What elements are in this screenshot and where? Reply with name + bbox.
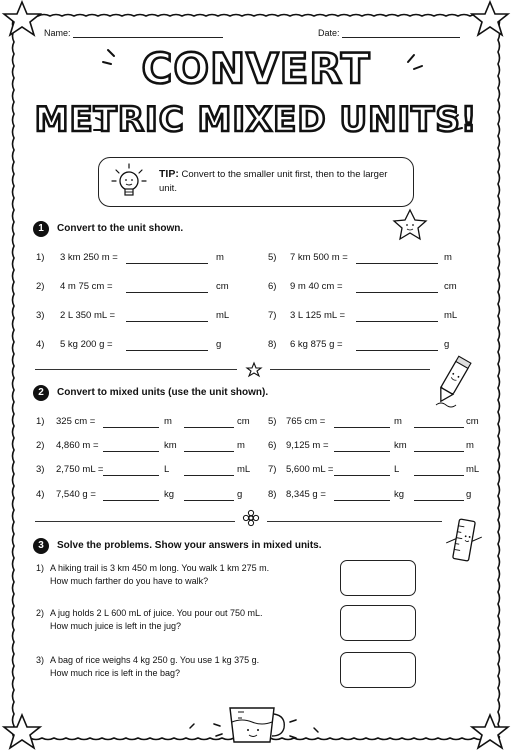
answer-blank-small-unit[interactable] — [414, 418, 464, 428]
pencil-mascot-icon — [435, 356, 471, 405]
answer-blank[interactable] — [126, 312, 208, 322]
question-number: 8) — [268, 339, 277, 350]
divider-line — [270, 369, 430, 370]
measuring-cup-mascot-icon — [214, 708, 296, 742]
unit-label: g — [444, 339, 450, 350]
star-mascot-icon — [394, 210, 426, 239]
unit-label: g — [237, 489, 243, 500]
problem-line — [36, 667, 326, 680]
answer-blank-small-unit[interactable] — [184, 418, 234, 428]
unit-label: mL — [216, 310, 230, 321]
unit-label: L — [394, 464, 400, 475]
divider-line — [35, 369, 237, 370]
unit-label: m — [216, 252, 224, 263]
answer-box[interactable] — [340, 560, 416, 596]
tip-label: TIP: — [159, 168, 179, 180]
question-number: 6) — [268, 440, 277, 451]
problem-number: 3) — [36, 655, 45, 665]
unit-label: cm — [216, 281, 229, 292]
unit-label: kg — [164, 489, 175, 500]
lightbulb-icon — [109, 162, 149, 202]
divider-flower-icon — [243, 510, 258, 525]
answer-blank-large-unit[interactable] — [103, 442, 159, 452]
unit-label: km — [164, 440, 177, 451]
problem-line — [36, 654, 326, 667]
question-number: 5) — [268, 252, 277, 263]
name-label: Name: — [44, 28, 71, 38]
date-field[interactable] — [318, 28, 460, 38]
divider-line — [267, 521, 442, 522]
unit-label: kg — [394, 489, 405, 500]
problem-question: How much rice is left in the bag? — [50, 668, 181, 678]
tip-text — [159, 167, 404, 196]
divider-star-icon — [247, 363, 261, 376]
ruler-mascot-icon — [444, 517, 484, 562]
answer-blank-small-unit[interactable] — [184, 491, 234, 501]
problem-line — [36, 607, 326, 620]
question-text: 4 m 75 cm = — [60, 281, 113, 292]
question-number: 8) — [268, 489, 277, 500]
problem-line — [36, 562, 326, 575]
unit-label: g — [216, 339, 222, 350]
unit-label: m — [164, 416, 172, 427]
question-text: 765 cm = — [286, 416, 326, 427]
question-number: 1) — [36, 252, 45, 263]
question-number: 2) — [36, 281, 45, 292]
unit-label: mL — [237, 464, 251, 475]
answer-blank-large-unit[interactable] — [334, 418, 390, 428]
answer-blank[interactable] — [356, 254, 438, 264]
unit-label: g — [466, 489, 472, 500]
problem-text: A bag of rice weighs 4 kg 250 g. You use 1 kg 375 g. — [50, 655, 260, 665]
problem-number: 2) — [36, 608, 45, 618]
question-text: 2,750 mL = — [56, 464, 104, 475]
answer-blank[interactable] — [126, 254, 208, 264]
problem-number: 1) — [36, 563, 45, 573]
section-1-title: Convert to the unit shown. — [57, 223, 184, 234]
question-number: 4) — [36, 339, 45, 350]
question-text: 6 kg 875 g = — [290, 339, 343, 350]
question-number: 3) — [36, 310, 45, 321]
question-text: 7,540 g = — [56, 489, 96, 500]
word-problem — [36, 607, 326, 633]
unit-label: m — [394, 416, 402, 427]
question-text: 2 L 350 mL = — [60, 310, 116, 321]
answer-blank-small-unit[interactable] — [414, 466, 464, 476]
problem-text: A hiking trail is 3 km 450 m long. You walk 1 km 275 m. — [50, 563, 270, 573]
problem-line — [36, 620, 326, 633]
problem-line — [36, 575, 326, 588]
name-line[interactable] — [73, 28, 223, 38]
answer-blank[interactable] — [356, 283, 438, 293]
question-number: 7) — [268, 464, 277, 475]
answer-blank[interactable] — [356, 312, 438, 322]
date-label: Date: — [318, 28, 340, 38]
answer-blank-large-unit[interactable] — [334, 466, 390, 476]
unit-label: km — [394, 440, 407, 451]
answer-box[interactable] — [340, 605, 416, 641]
section-1-number: 1 — [33, 221, 49, 237]
question-number: 5) — [268, 416, 277, 427]
section-3-title: Solve the problems. Show your answers in mixed units. — [57, 540, 322, 551]
problem-question: How much juice is left in the jug? — [50, 621, 182, 631]
answer-blank-large-unit[interactable] — [334, 491, 390, 501]
answer-blank-large-unit[interactable] — [103, 418, 159, 428]
divider-line — [35, 521, 235, 522]
question-number: 1) — [36, 416, 45, 427]
question-text: 3 L 125 mL = — [290, 310, 346, 321]
section-2-title: Convert to mixed units (use the unit shown). — [57, 387, 269, 398]
unit-label: m — [466, 440, 474, 451]
question-text: 4,860 m = — [56, 440, 99, 451]
unit-label: m — [444, 252, 452, 263]
tip-box — [98, 157, 414, 207]
question-text: 3 km 250 m = — [60, 252, 118, 263]
answer-blank-small-unit[interactable] — [414, 442, 464, 452]
answer-blank-small-unit[interactable] — [184, 466, 234, 476]
date-line[interactable] — [342, 28, 460, 38]
unit-label: cm — [466, 416, 479, 427]
answer-blank-small-unit[interactable] — [184, 442, 234, 452]
answer-blank-large-unit[interactable] — [334, 442, 390, 452]
unit-label: m — [237, 440, 245, 451]
answer-blank-large-unit[interactable] — [103, 466, 159, 476]
section-3-number: 3 — [33, 538, 49, 554]
question-text: 7 km 500 m = — [290, 252, 348, 263]
question-text: 325 cm = — [56, 416, 96, 427]
unit-label: mL — [444, 310, 458, 321]
question-text: 9,125 m = — [286, 440, 329, 451]
answer-blank-small-unit[interactable] — [414, 491, 464, 501]
name-field[interactable] — [44, 28, 223, 38]
unit-label: cm — [444, 281, 457, 292]
problem-text: A jug holds 2 L 600 mL of juice. You pour out 750 mL. — [50, 608, 263, 618]
unit-label: mL — [466, 464, 480, 475]
unit-label: L — [164, 464, 170, 475]
answer-blank-large-unit[interactable] — [103, 491, 159, 501]
scribble-icon — [436, 403, 456, 407]
answer-blank[interactable] — [356, 341, 438, 351]
question-number: 2) — [36, 440, 45, 451]
title-line-2: METRIC MIXED UNITS! — [34, 100, 478, 140]
unit-label: cm — [237, 416, 250, 427]
answer-blank[interactable] — [126, 283, 208, 293]
word-problem — [36, 654, 326, 680]
title-line-1: CONVERT — [141, 44, 371, 93]
answer-blank[interactable] — [126, 341, 208, 351]
question-number: 4) — [36, 489, 45, 500]
question-text: 8,345 g = — [286, 489, 326, 500]
tip-body: Convert to the smaller unit first, then to the larger unit. — [159, 169, 388, 194]
question-text: 5 kg 200 g = — [60, 339, 113, 350]
problem-question: How much farther do you have to walk? — [50, 576, 209, 586]
word-problem — [36, 562, 326, 588]
question-text: 9 m 40 cm = — [290, 281, 343, 292]
question-number: 3) — [36, 464, 45, 475]
question-text: 5,600 mL = — [286, 464, 334, 475]
question-number: 7) — [268, 310, 277, 321]
section-2-number: 2 — [33, 385, 49, 401]
question-number: 6) — [268, 281, 277, 292]
answer-box[interactable] — [340, 652, 416, 688]
